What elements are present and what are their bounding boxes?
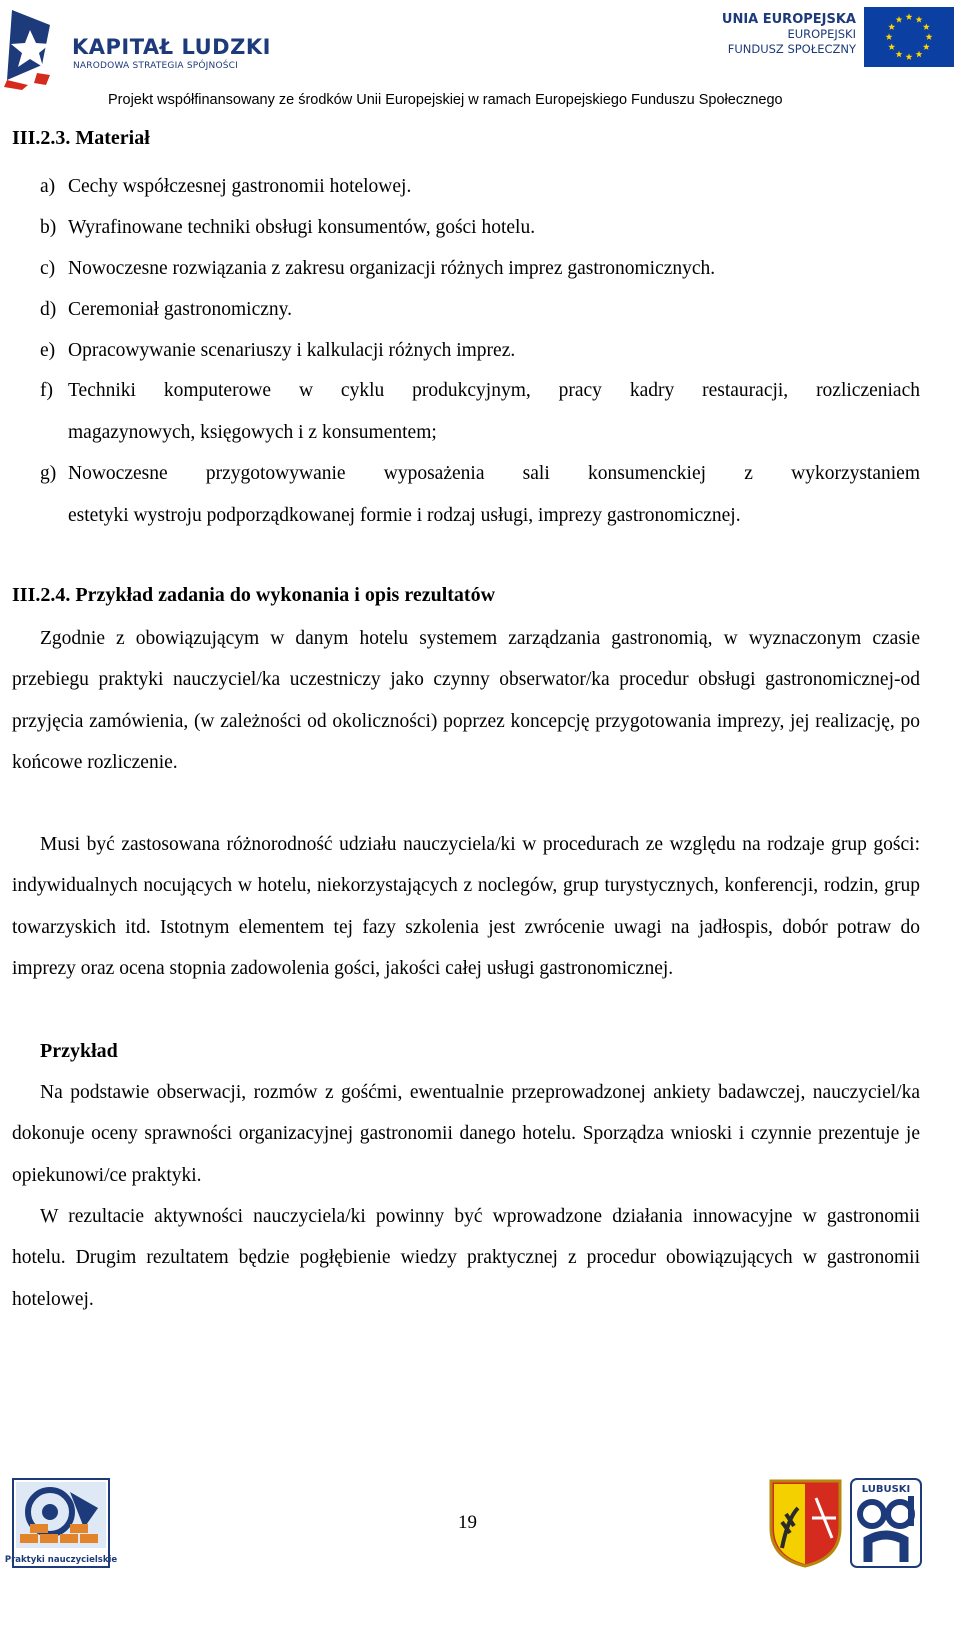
list-item-label: f) <box>40 380 53 401</box>
list-item-text: Nowoczesne przygotowywanie wyposażenia sali konsumenckiej z wykorzystaniem <box>68 463 920 484</box>
list-item-text: Nowoczesne rozwiązania z zakresu organizacji różnych imprez gastronomicznych. <box>68 258 716 279</box>
section-heading-material: III.2.3. Materiał <box>12 127 150 149</box>
paragraph-2 <box>12 824 920 989</box>
list-item-text: estetyki wystroju podporządkowanej formie i rodzaj usługi, imprezy gastronomicznej. <box>68 504 741 526</box>
paragraph-2-text: Musi być zastosowana różnorodność udziału nauczyciela/ki w procedurach ze względu na rodzaje grup gości: indywidualnych nocujących w hotelu, niekorzystających z noclegów, grup turystycznych, konferencji, rodzin, grup towarzyskich itd. Istotnym elementem tej fazy szkolenia jest zwrócenie uwagi na jadłospis, dobór potraw do imprezy oraz ocena stopnia zadowolenia gości, jakości całej usługi gastronomicznej. <box>12 834 920 979</box>
list-item-label: c) <box>40 258 56 279</box>
section-heading-task: III.2.4. Przykład zadania do wykonania i opis rezultatów <box>12 584 496 606</box>
lubuskie-coat-of-arms-icon <box>768 1478 843 1568</box>
list-item-text: Techniki komputerowe w cyklu produkcyjnym, pracy kadry restauracji, rozliczeniach <box>68 380 920 401</box>
page-number: 19 <box>458 1512 477 1533</box>
eu-label-line3: FUNDUSZ SPOŁECZNY <box>727 42 856 56</box>
eu-flag-icon <box>864 7 954 67</box>
kapital-ludzki-title: KAPITAŁ LUDZKI <box>72 35 271 59</box>
praktyki-logo-text: Praktyki nauczycielskie <box>4 1555 118 1565</box>
example-heading: Przykład <box>40 1040 118 1062</box>
paragraph-4 <box>12 1196 920 1320</box>
list-item-label: e) <box>40 340 56 361</box>
list-item-label: a) <box>40 176 56 197</box>
paragraph-1 <box>12 618 920 783</box>
paragraph-3 <box>12 1072 920 1196</box>
kapital-ludzki-subtitle: NARODOWA STRATEGIA SPÓJNOŚCI <box>73 61 238 71</box>
praktyki-nauczycielskie-logo <box>4 1478 118 1568</box>
list-item-text: magazynowych, księgowych i z konsumentem; <box>68 421 437 443</box>
list-item-text: Opracowywanie scenariuszy i kalkulacji różnych imprez. <box>68 340 516 361</box>
eu-label-line1: UNIA EUROPEJSKA <box>721 12 856 27</box>
list-item-text: Cechy współczesnej gastronomii hotelowej. <box>68 176 412 197</box>
list-item-label: b) <box>40 217 57 238</box>
lubuski-od-logo <box>850 1478 922 1568</box>
list-item-text: Ceremoniał gastronomiczny. <box>68 299 293 320</box>
eu-label-line2: EUROPEJSKI <box>787 27 856 41</box>
list-item-text: Wyrafinowane techniki obsługi konsumentów, gości hotelu. <box>68 217 536 238</box>
kapital-ludzki-logo <box>2 5 302 90</box>
list-item-label: d) <box>40 299 57 320</box>
paragraph-1-text: Zgodnie z obowiązującym w danym hotelu systemem zarządzania gastronomią, w wyznaczonym czasie przebiegu praktyki nauczyciel/ka uczestniczy jako czynny obserwator/ka procedur obsługi gastronomicznej-od przyjęcia zamówienia, (w zależności od okoliczności) poprzez koncepcję przygotowania imprezy, jej realizację, po końcowe rozliczenie. <box>12 628 920 773</box>
lubuski-logo-text: LUBUSKI <box>861 1484 911 1495</box>
cofinancing-note: Projekt współfinansowany ze środków Unii Europejskiej w ramach Europejskiego Funduszu Społecznego <box>108 92 783 108</box>
eu-label <box>722 12 856 57</box>
paragraph-3-text: Na podstawie obserwacji, rozmów z gośćmi, ewentualnie przeprowadzonej ankiety badawczej, nauczyciel/ka dokonuje oceny sprawności organizacyjnej gastronomii danego hotelu. Sporządza wnioski i czynnie prezentuje je opiekunowi/ce praktyki. <box>12 1082 920 1186</box>
paragraph-4-text: W rezultacie aktywności nauczyciela/ki powinny być wprowadzone działania innowacyjne w gastronomii hotelu. Drugim rezultatem będzie pogłębienie wiedzy praktycznej z procedur obowiązujących w gastronomii hotelowej. <box>12 1206 920 1310</box>
kapital-ludzki-star-icon <box>2 5 62 90</box>
list-item-label: g) <box>40 463 57 484</box>
